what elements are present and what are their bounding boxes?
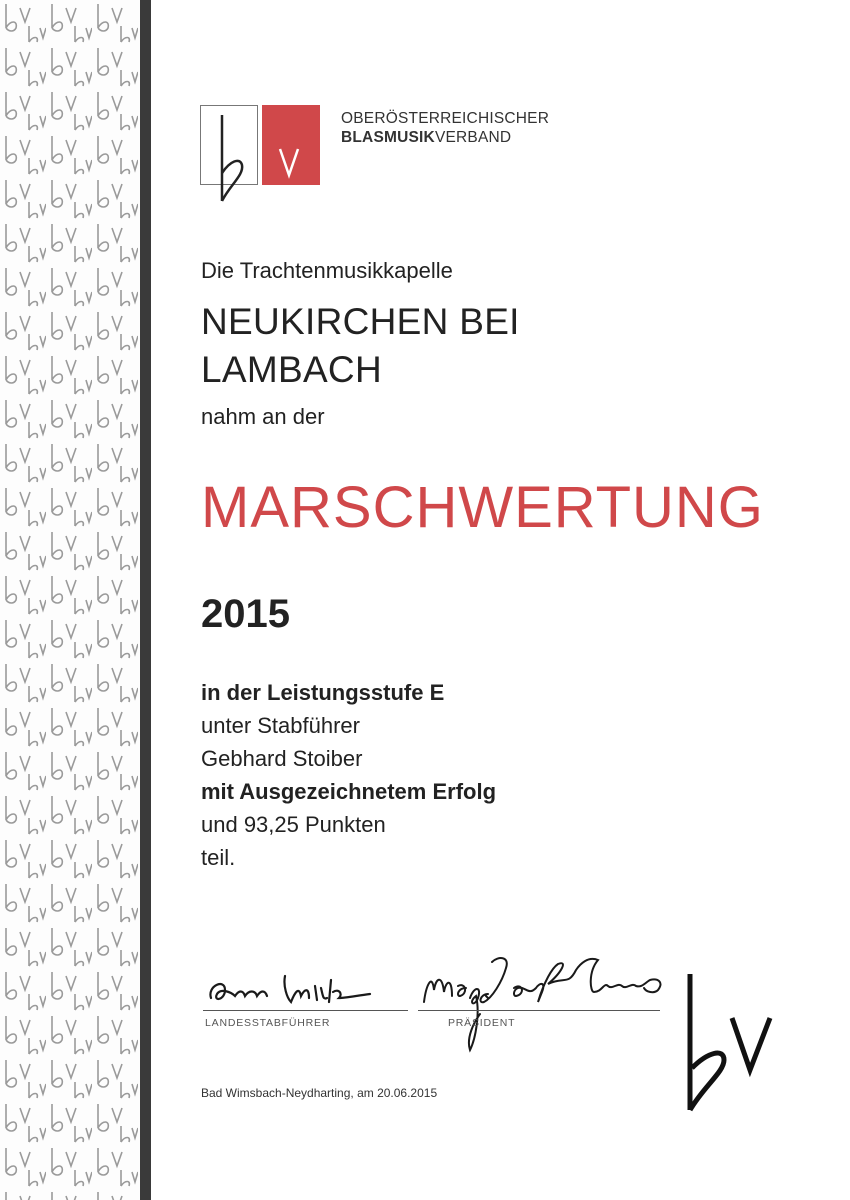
result-text: mit Ausgezeichnetem Erfolg [201,779,497,804]
band-name-line1: NEUKIRCHEN BEI [201,301,520,342]
organization-line2 [341,128,549,147]
organization-line2-bold: BLASMUSIK [341,129,435,146]
leader-label: unter Stabführer [201,713,360,738]
participation-text: nahm an der [201,404,325,429]
organization-line1: OBERÖSTERREICHISCHER [341,110,550,127]
level-text: in der Leistungsstufe E [201,680,445,705]
left-signature-label: LANDESSTABFÜHRER [205,1017,331,1029]
right-signature-label: PRÄSIDENT [448,1017,516,1029]
intro-text: Die Trachtenmusikkapelle [201,258,453,283]
closing-text: teil. [201,845,236,870]
left-signature-line [203,1010,408,1011]
place-date: Bad Wimsbach-Neydharting, am 20.06.2015 [201,1086,438,1100]
dark-divider-strip [140,0,151,1200]
organization-logo [200,105,320,187]
left-signature-icon [205,968,380,1013]
certificate-details [201,676,496,874]
bv-logo-icon [200,105,320,205]
band-name [201,298,520,394]
bv-mark-icon [680,968,780,1118]
organization-line2-rest: VERBAND [434,129,512,146]
decorative-pattern-strip [0,0,140,1200]
bv-pattern-icon [0,0,140,1200]
band-name-line2: LAMBACH [201,349,382,390]
event-title: MARSCHWERTUNG [201,475,764,540]
right-signature-line [418,1010,660,1011]
leader-name: Gebhard Stoiber [201,746,363,771]
organization-name [341,109,549,147]
right-signature-icon [418,942,673,1057]
points-text: und 93,25 Punkten [201,812,386,837]
event-year: 2015 [201,592,290,636]
